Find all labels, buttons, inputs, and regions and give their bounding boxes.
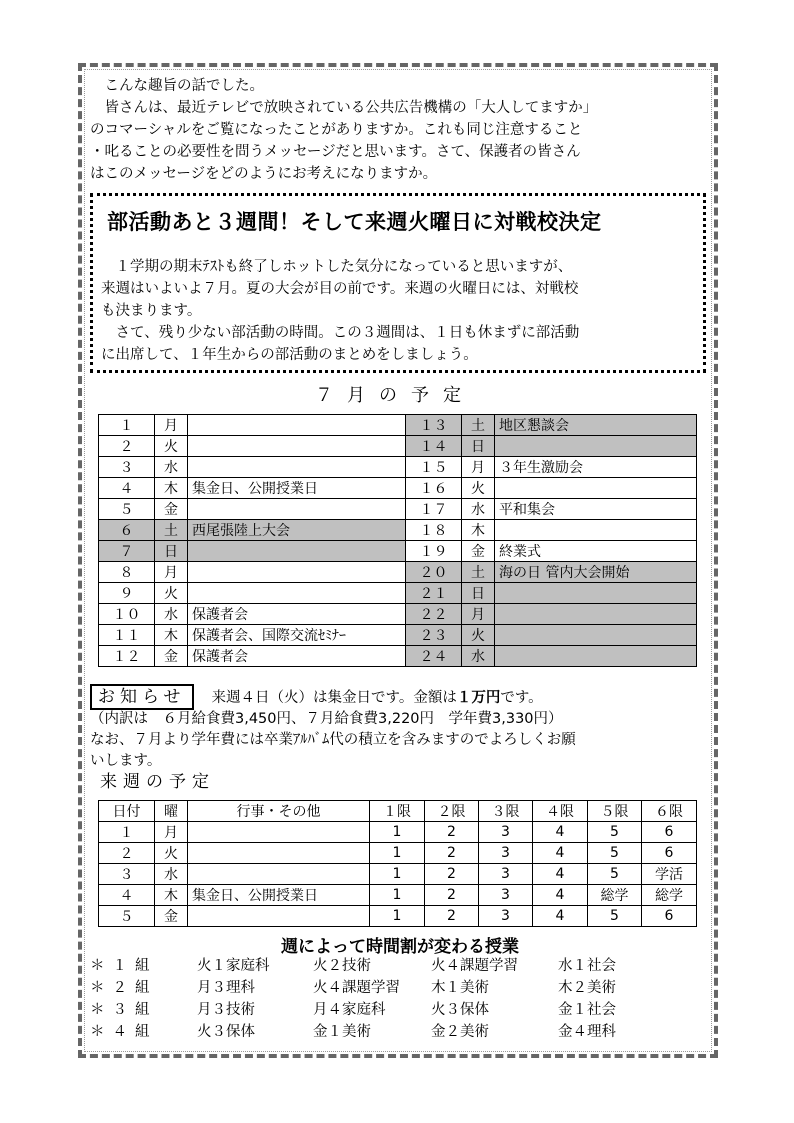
week-cell: 火 <box>155 843 188 864</box>
next-week-table <box>98 800 697 927</box>
class-label: ＊３組 <box>90 1002 158 1018</box>
week-row <box>99 906 697 927</box>
july-event <box>188 583 406 604</box>
class-subject: 火４課題学習 <box>313 980 400 996</box>
july-row <box>99 457 697 478</box>
july-event <box>188 499 406 520</box>
july-row <box>99 604 697 625</box>
week-cell: ２ <box>99 843 155 864</box>
july-day: １０ <box>99 604 155 625</box>
week-cell: 2 <box>425 885 479 906</box>
july-event <box>188 457 406 478</box>
july-day: ３ <box>99 457 155 478</box>
week-header-cell: ４限 <box>533 801 588 822</box>
notice-amount: １万円 <box>456 690 501 706</box>
week-cell: ３ <box>99 864 155 885</box>
class-subject: 火２技術 <box>313 958 371 974</box>
class-subject: 水１社会 <box>558 958 616 974</box>
week-row <box>99 885 697 906</box>
intro-line-3: のコマーシャルをご覧になったことがありますか。これも同じ注意すること <box>90 122 583 138</box>
class-change-row <box>90 955 710 977</box>
week-cell <box>188 906 370 927</box>
class-subject: 火３保体 <box>197 1024 255 1040</box>
week-cell: 3 <box>479 843 533 864</box>
july-weekday: 水 <box>462 646 495 667</box>
july-day: ５ <box>99 499 155 520</box>
july-weekday: 金 <box>462 541 495 562</box>
week-cell: 木 <box>155 885 188 906</box>
notice-text-b: です。 <box>500 690 543 706</box>
july-event <box>495 646 697 667</box>
july-day: １１ <box>99 625 155 646</box>
class-subject: 木１美術 <box>431 980 489 996</box>
july-day: １６ <box>406 478 462 499</box>
july-event <box>188 541 406 562</box>
week-cell: 3 <box>479 864 533 885</box>
week-cell: 4 <box>533 843 588 864</box>
july-day: ８ <box>99 562 155 583</box>
july-weekday: 日 <box>462 436 495 457</box>
week-cell: ５ <box>99 906 155 927</box>
class-change-row <box>90 999 710 1021</box>
july-row <box>99 520 697 541</box>
july-weekday: 土 <box>462 415 495 436</box>
july-event <box>495 583 697 604</box>
week-header-cell: ２限 <box>425 801 479 822</box>
week-cell: 6 <box>642 843 697 864</box>
week-cell: 2 <box>425 864 479 885</box>
week-cell: 3 <box>479 906 533 927</box>
july-event <box>188 436 406 457</box>
july-weekday: 金 <box>155 499 188 520</box>
july-day: １４ <box>406 436 462 457</box>
week-cell: 5 <box>588 864 642 885</box>
july-day: ２０ <box>406 562 462 583</box>
class-subject: 金１美術 <box>313 1024 371 1040</box>
class-subject: 木２美術 <box>558 980 616 996</box>
july-day: ２ <box>99 436 155 457</box>
july-weekday: 火 <box>155 583 188 604</box>
july-day: ４ <box>99 478 155 499</box>
notice-line-4: いします。 <box>90 753 162 769</box>
class-subject: 月３技術 <box>197 1002 255 1018</box>
july-day: １８ <box>406 520 462 541</box>
week-header-cell: １限 <box>370 801 425 822</box>
class-subject: 金４理科 <box>558 1024 616 1040</box>
class-subject: 月３理科 <box>197 980 255 996</box>
notice-line-2: （内訳は ６月給食費3,450円、７月給食費3,220円 学年費3,330円） <box>90 711 563 727</box>
july-event <box>495 478 697 499</box>
week-cell: 5 <box>588 843 642 864</box>
july-weekday: 月 <box>462 457 495 478</box>
july-event <box>188 415 406 436</box>
notice-line-1 <box>90 684 543 710</box>
intro-line-1: こんな趣旨の話でした。 <box>104 78 264 94</box>
week-cell: 4 <box>533 822 588 843</box>
july-weekday: 金 <box>155 646 188 667</box>
class-label: ＊１組 <box>90 958 158 974</box>
july-weekday: 火 <box>462 478 495 499</box>
class-subject: 金１社会 <box>558 1002 616 1018</box>
july-event <box>495 520 697 541</box>
july-schedule-table <box>98 414 697 667</box>
week-cell <box>188 864 370 885</box>
july-row <box>99 562 697 583</box>
july-row <box>99 646 697 667</box>
july-day: １９ <box>406 541 462 562</box>
july-day: １３ <box>406 415 462 436</box>
intro-line-4: ・叱ることの必要性を問うメッセージだと思います。さて、保護者の皆さん <box>90 144 581 160</box>
week-cell: 4 <box>533 885 588 906</box>
july-day: ２４ <box>406 646 462 667</box>
week-cell: 4 <box>533 906 588 927</box>
july-event <box>495 625 697 646</box>
july-weekday: 月 <box>155 415 188 436</box>
july-event: ３年生激励会 <box>495 457 697 478</box>
week-cell: 水 <box>155 864 188 885</box>
week-cell <box>188 822 370 843</box>
class-subject: 月４家庭科 <box>313 1002 386 1018</box>
july-day: １２ <box>99 646 155 667</box>
notice-text-a: 来週４日（火）は集金日です。金額は <box>211 690 457 706</box>
week-cell: 4 <box>533 864 588 885</box>
intro-line-2: 皆さんは、最近テレビで放映されている公共広告機構の「大人してますか」 <box>104 100 598 116</box>
july-day: １５ <box>406 457 462 478</box>
july-day: ６ <box>99 520 155 541</box>
week-cell: 総学 <box>588 885 642 906</box>
july-event: 西尾張陸上大会 <box>188 520 406 541</box>
july-event: 海の日 管内大会開始 <box>495 562 697 583</box>
july-row <box>99 415 697 436</box>
class-label: ＊４組 <box>90 1024 158 1040</box>
week-cell: 金 <box>155 906 188 927</box>
week-cell: 2 <box>425 906 479 927</box>
class-change-row <box>90 977 710 999</box>
week-cell: 6 <box>642 906 697 927</box>
july-event: 保護者会、国際交流ｾﾐﾅｰ <box>188 625 406 646</box>
july-weekday: 土 <box>155 520 188 541</box>
week-cell: 3 <box>479 822 533 843</box>
july-weekday: 月 <box>155 562 188 583</box>
notice-line-3: なお、７月より学年費には卒業ｱﾙﾊﾞﾑ代の積立を含みますのでよろしくお願 <box>90 732 576 748</box>
notice-tag: お知らせ <box>90 684 194 710</box>
july-row <box>99 625 697 646</box>
july-row <box>99 478 697 499</box>
july-weekday: 水 <box>155 604 188 625</box>
july-weekday: 木 <box>462 520 495 541</box>
july-event: 集金日、公開授業日 <box>188 478 406 499</box>
july-weekday: 日 <box>462 583 495 604</box>
week-cell: 5 <box>588 822 642 843</box>
class-subject: 火３保体 <box>431 1002 489 1018</box>
week-cell: 1 <box>370 885 425 906</box>
july-event <box>495 436 697 457</box>
july-weekday: 月 <box>462 604 495 625</box>
class-label: ＊２組 <box>90 980 158 996</box>
july-event: 保護者会 <box>188 646 406 667</box>
july-event: 平和集会 <box>495 499 697 520</box>
week-cell: 3 <box>479 885 533 906</box>
week-header-cell: ６限 <box>642 801 697 822</box>
july-row <box>99 499 697 520</box>
july-weekday: 木 <box>155 625 188 646</box>
july-event: 保護者会 <box>188 604 406 625</box>
week-cell: 2 <box>425 822 479 843</box>
july-event: 地区懇談会 <box>495 415 697 436</box>
changes-heading: 週によって時間割が変わる授業 <box>281 937 519 957</box>
week-cell: 学活 <box>642 864 697 885</box>
next-week-heading: 来週の予定 <box>100 772 215 792</box>
club-line-5: に出席して、１年生からの部活動のまとめをしましょう。 <box>101 347 478 363</box>
club-title: 部活動あと３週間！そして来週火曜日に対戦校決定 <box>107 210 602 234</box>
week-row <box>99 822 697 843</box>
intro-line-5: はこのメッセージをどのようにお考えになりますか。 <box>90 166 438 182</box>
class-subject: 火１家庭科 <box>197 958 270 974</box>
week-cell: 2 <box>425 843 479 864</box>
club-line-1: １学期の期末ﾃｽﾄも終了しホットした気分になっていると思いますが、 <box>115 259 573 275</box>
class-subject: 金２美術 <box>431 1024 489 1040</box>
club-activity-box <box>90 193 706 373</box>
week-cell: １ <box>99 822 155 843</box>
july-weekday: 火 <box>462 625 495 646</box>
week-cell: 5 <box>588 906 642 927</box>
july-row <box>99 583 697 604</box>
july-weekday: 水 <box>155 457 188 478</box>
club-line-3: も決まります。 <box>101 303 202 319</box>
july-day: １７ <box>406 499 462 520</box>
july-day: ２１ <box>406 583 462 604</box>
july-schedule-heading: ７月の予定 <box>315 385 475 406</box>
class-subject: 火４課題学習 <box>431 958 518 974</box>
week-header-cell: 行事・その他 <box>188 801 370 822</box>
club-line-2: 来週はいよいよ７月。夏の大会が目の前です。来週の火曜日には、対戦校 <box>101 281 579 297</box>
week-cell: 1 <box>370 822 425 843</box>
july-day: ７ <box>99 541 155 562</box>
club-line-4: さて、残り少ない部活動の時間。この３週間は、１日も休まずに部活動 <box>115 325 580 341</box>
week-cell: ４ <box>99 885 155 906</box>
week-row <box>99 843 697 864</box>
july-day: ２３ <box>406 625 462 646</box>
week-cell: 1 <box>370 864 425 885</box>
week-cell <box>188 843 370 864</box>
week-header-cell: 曜 <box>155 801 188 822</box>
week-header-cell: ５限 <box>588 801 642 822</box>
week-cell: 1 <box>370 843 425 864</box>
week-header-cell: 日付 <box>99 801 155 822</box>
july-event <box>188 562 406 583</box>
july-event: 終業式 <box>495 541 697 562</box>
july-weekday: 火 <box>155 436 188 457</box>
week-cell: 6 <box>642 822 697 843</box>
july-day: ２２ <box>406 604 462 625</box>
july-row <box>99 436 697 457</box>
class-change-row <box>90 1021 710 1043</box>
week-cell: 1 <box>370 906 425 927</box>
july-event <box>495 604 697 625</box>
july-row <box>99 541 697 562</box>
july-weekday: 日 <box>155 541 188 562</box>
july-weekday: 水 <box>462 499 495 520</box>
week-cell: 集金日、公開授業日 <box>188 885 370 906</box>
july-day: ９ <box>99 583 155 604</box>
week-row <box>99 864 697 885</box>
week-header-cell: ３限 <box>479 801 533 822</box>
july-weekday: 土 <box>462 562 495 583</box>
july-weekday: 木 <box>155 478 188 499</box>
week-cell: 月 <box>155 822 188 843</box>
week-cell: 総学 <box>642 885 697 906</box>
july-day: １ <box>99 415 155 436</box>
